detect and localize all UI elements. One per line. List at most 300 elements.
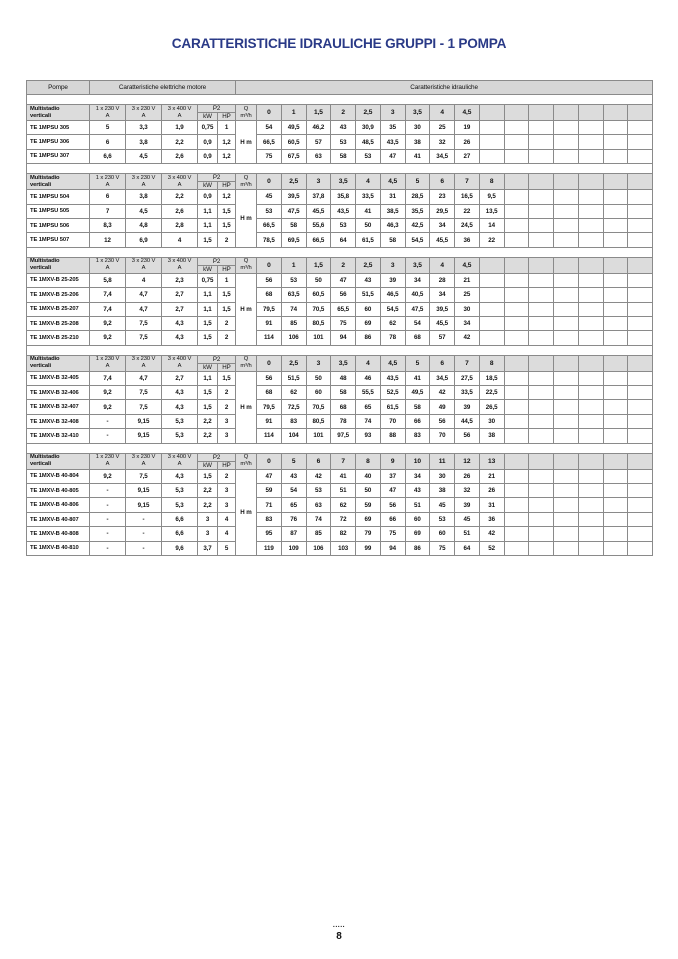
head-value: [578, 302, 603, 316]
head-value: 47: [331, 273, 356, 287]
head-value: 64: [455, 541, 480, 555]
gap-cell: [27, 95, 653, 105]
section-header-row: [27, 453, 653, 461]
hp-header: HP: [218, 363, 236, 371]
q-value-header: 1,5: [306, 105, 331, 121]
head-value: 62: [331, 498, 356, 512]
head-value: 46: [356, 371, 381, 385]
current-3x400: 2,6: [162, 204, 198, 218]
amp-unit: A: [105, 181, 110, 188]
head-value: 68: [257, 386, 282, 400]
power-kw: 2,2: [198, 484, 218, 498]
head-value: [554, 484, 579, 498]
model-name: TE 1MPSU 506: [27, 218, 90, 232]
head-value: 67,5: [281, 149, 306, 163]
head-value: [578, 541, 603, 555]
head-value: [529, 316, 554, 330]
head-value: [628, 400, 653, 414]
q-value-header: [504, 453, 529, 469]
head-value: [554, 400, 579, 414]
head-value: 78: [331, 414, 356, 428]
table-row: [27, 541, 653, 555]
amp-unit: A: [105, 265, 110, 272]
head-value: 53: [306, 484, 331, 498]
voltage-label: 1 x 230 V: [95, 174, 120, 181]
head-value: 43,5: [380, 371, 405, 385]
head-value: [504, 527, 529, 541]
head-value: 52,5: [380, 386, 405, 400]
head-value: 36: [479, 512, 504, 526]
head-value: [603, 527, 628, 541]
current-3x400: 6,6: [162, 527, 198, 541]
head-value: [504, 331, 529, 345]
head-value: 47,5: [405, 302, 430, 316]
q-label: Q: [243, 454, 249, 461]
head-value: [554, 512, 579, 526]
head-value: [628, 484, 653, 498]
current-3x230: 4,5: [126, 149, 162, 163]
q-value-header: 5: [405, 174, 430, 190]
amp-unit: A: [141, 181, 146, 188]
head-value: [504, 190, 529, 204]
top-header-row: [27, 81, 653, 95]
head-value: [578, 218, 603, 232]
head-value: 57: [430, 331, 455, 345]
p2-header: P2: [198, 355, 236, 363]
q-value-header: [628, 257, 653, 273]
head-value: [479, 288, 504, 302]
section-gap: [27, 164, 653, 174]
current-1x230: -: [90, 484, 126, 498]
head-value: 34: [430, 288, 455, 302]
voltage-header-1: [90, 174, 126, 190]
head-value: [554, 527, 579, 541]
head-value: [529, 414, 554, 428]
head-value: 87: [281, 527, 306, 541]
head-value: 27,5: [455, 371, 480, 385]
head-value: [479, 121, 504, 135]
power-kw: 3,7: [198, 541, 218, 555]
table-row: [27, 527, 653, 541]
head-value: [479, 149, 504, 163]
head-value: [529, 135, 554, 149]
head-value: [529, 331, 554, 345]
head-value: [578, 331, 603, 345]
current-1x230: 6: [90, 135, 126, 149]
q-header: [236, 105, 257, 121]
head-value: 80,5: [306, 414, 331, 428]
q-unit: m³/h: [240, 112, 252, 119]
head-value: 46,2: [306, 121, 331, 135]
q-value-header: 6: [306, 453, 331, 469]
head-value: [603, 302, 628, 316]
head-value: [578, 233, 603, 247]
head-value: 13,5: [479, 204, 504, 218]
head-value: 95: [257, 527, 282, 541]
model-name: TE 1MXV-B 40-808: [27, 527, 90, 541]
voltage-label: 1 x 230 V: [95, 258, 120, 265]
head-value: 43,5: [331, 204, 356, 218]
model-name: TE 1MXV-B 25-205: [27, 273, 90, 287]
power-hp: 1,2: [218, 190, 236, 204]
power-hp: 2: [218, 316, 236, 330]
head-value: 55,5: [356, 386, 381, 400]
q-label: Q: [243, 174, 249, 181]
head-value: [529, 302, 554, 316]
hydraulic-characteristics-table: [26, 80, 653, 556]
head-value: 63,5: [281, 288, 306, 302]
voltage-label: 3 x 230 V: [131, 174, 156, 181]
head-value: 56: [257, 273, 282, 287]
head-value: 34,5: [430, 371, 455, 385]
head-value: [578, 469, 603, 483]
current-3x400: 2,7: [162, 302, 198, 316]
q-value-header: [554, 174, 579, 190]
head-value: [578, 121, 603, 135]
head-value: 106: [306, 541, 331, 555]
head-value: 40,5: [405, 288, 430, 302]
kw-header: kW: [198, 461, 218, 469]
head-value: [554, 149, 579, 163]
head-value: [504, 288, 529, 302]
head-value: [529, 527, 554, 541]
head-value: 56: [331, 288, 356, 302]
q-value-header: 3: [380, 257, 405, 273]
power-kw: 1,1: [198, 371, 218, 385]
page-number: ..... 8: [0, 931, 678, 942]
voltage-header-1: [90, 257, 126, 273]
head-value: 54,5: [380, 302, 405, 316]
table-row: [27, 429, 653, 443]
head-value: 45,5: [306, 204, 331, 218]
current-3x230: 9,15: [126, 414, 162, 428]
voltage-header-3: [162, 453, 198, 469]
head-value: 83: [281, 414, 306, 428]
head-value: 31: [479, 498, 504, 512]
current-3x230: 7,5: [126, 469, 162, 483]
head-value: 54: [257, 121, 282, 135]
current-3x230: 7,5: [126, 316, 162, 330]
head-unit-label: H m: [236, 273, 257, 345]
head-value: 14: [479, 218, 504, 232]
head-value: [504, 218, 529, 232]
gap-cell: [27, 164, 653, 174]
current-1x230: 9,2: [90, 316, 126, 330]
head-value: 53: [281, 273, 306, 287]
voltage-header-1: [90, 453, 126, 469]
head-value: [578, 429, 603, 443]
q-value-header: 3,5: [331, 355, 356, 371]
head-value: 39,5: [430, 302, 455, 316]
q-value-header: 5: [405, 355, 430, 371]
model-name: TE 1MPSU 507: [27, 233, 90, 247]
head-value: 60: [306, 386, 331, 400]
head-value: 30: [455, 302, 480, 316]
head-value: 22: [479, 233, 504, 247]
voltage-header-2: [126, 105, 162, 121]
head-value: 50: [356, 484, 381, 498]
q-value-header: 6: [430, 174, 455, 190]
current-3x230: 3,8: [126, 135, 162, 149]
head-value: [628, 469, 653, 483]
voltage-label: 3 x 230 V: [131, 258, 156, 265]
table-row: [27, 414, 653, 428]
head-value: 51,5: [281, 371, 306, 385]
current-1x230: 5,8: [90, 273, 126, 287]
head-value: [529, 498, 554, 512]
model-header: [27, 257, 90, 273]
current-3x230: 4,7: [126, 371, 162, 385]
q-label: Q: [243, 105, 249, 112]
head-value: 38: [479, 429, 504, 443]
head-value: 22,5: [479, 386, 504, 400]
q-value-header: [529, 174, 554, 190]
head-value: 42: [430, 386, 455, 400]
current-1x230: 9,2: [90, 400, 126, 414]
head-value: 75: [430, 541, 455, 555]
head-value: [628, 233, 653, 247]
voltage-header-3: [162, 355, 198, 371]
current-3x400: 4,3: [162, 386, 198, 400]
model-name: TE 1MPSU 505: [27, 204, 90, 218]
head-value: [628, 218, 653, 232]
head-value: 28: [430, 273, 455, 287]
voltage-label: 1 x 230 V: [95, 454, 120, 461]
head-value: 51,5: [356, 288, 381, 302]
current-3x230: 4,8: [126, 218, 162, 232]
model-name: TE 1MXV-B 32-408: [27, 414, 90, 428]
head-value: [554, 273, 579, 287]
power-hp: 1: [218, 273, 236, 287]
head-value: [504, 302, 529, 316]
amp-unit: A: [177, 181, 182, 188]
amp-unit: A: [177, 265, 182, 272]
head-value: 53: [331, 218, 356, 232]
q-value-header: 7: [331, 453, 356, 469]
head-value: [628, 302, 653, 316]
q-value-header: [554, 257, 579, 273]
head-value: 80,5: [306, 316, 331, 330]
table-row: [27, 400, 653, 414]
current-3x400: 5,3: [162, 429, 198, 443]
head-value: [504, 149, 529, 163]
current-3x400: 5,3: [162, 414, 198, 428]
table-row: [27, 288, 653, 302]
section-header-row: [27, 257, 653, 265]
head-value: 75: [331, 316, 356, 330]
head-value: 69: [405, 527, 430, 541]
head-value: 30,9: [356, 121, 381, 135]
current-1x230: 9,2: [90, 469, 126, 483]
current-1x230: -: [90, 527, 126, 541]
q-value-header: [628, 453, 653, 469]
head-value: [529, 190, 554, 204]
model-name: TE 1MXV-B 25-207: [27, 302, 90, 316]
head-value: 39,5: [281, 190, 306, 204]
head-value: 21: [455, 273, 480, 287]
head-value: 39: [380, 273, 405, 287]
head-value: [628, 541, 653, 555]
q-value-header: [529, 453, 554, 469]
head-value: 55,6: [306, 218, 331, 232]
header-hydraulic: Caratteristiche idrauliche: [236, 81, 653, 95]
head-value: 56: [430, 414, 455, 428]
head-value: [628, 414, 653, 428]
q-value-header: 9: [380, 453, 405, 469]
table-row: [27, 316, 653, 330]
power-hp: 3: [218, 414, 236, 428]
power-hp: 1,5: [218, 371, 236, 385]
head-value: [603, 400, 628, 414]
current-3x400: 4,3: [162, 400, 198, 414]
head-value: [578, 135, 603, 149]
q-value-header: 1: [281, 105, 306, 121]
head-value: 50: [356, 218, 381, 232]
head-value: [578, 204, 603, 218]
table-row: [27, 273, 653, 287]
q-value-header: 8: [479, 355, 504, 371]
head-value: [554, 414, 579, 428]
power-hp: 4: [218, 527, 236, 541]
head-value: 53: [430, 512, 455, 526]
model-header-line1: Multistadio: [30, 454, 60, 461]
head-value: 46,5: [380, 288, 405, 302]
head-value: [603, 386, 628, 400]
head-value: 86: [356, 331, 381, 345]
head-value: 38: [430, 484, 455, 498]
voltage-header-2: [126, 257, 162, 273]
head-value: 101: [306, 331, 331, 345]
head-value: 62: [281, 386, 306, 400]
header-pompe: Pompe: [27, 81, 90, 95]
current-1x230: 6,6: [90, 149, 126, 163]
voltage-header-3: [162, 257, 198, 273]
q-value-header: 3,5: [405, 257, 430, 273]
head-value: 47: [257, 469, 282, 483]
head-value: [554, 218, 579, 232]
head-value: 43: [331, 121, 356, 135]
head-value: 34: [455, 316, 480, 330]
current-1x230: 6: [90, 190, 126, 204]
q-value-header: 0: [257, 453, 282, 469]
head-value: 70: [380, 414, 405, 428]
head-value: 66: [380, 512, 405, 526]
model-header: [27, 174, 90, 190]
head-value: 59: [356, 498, 381, 512]
head-value: [554, 469, 579, 483]
header-electrical: Caratteristiche elettriche motore: [90, 81, 236, 95]
head-value: 34,5: [430, 149, 455, 163]
table-row: [27, 469, 653, 483]
q-unit: m³/h: [240, 265, 252, 272]
model-name: TE 1MXV-B 40-810: [27, 541, 90, 555]
model-header-line2: verticali: [30, 112, 52, 119]
q-value-header: 4,5: [380, 355, 405, 371]
power-hp: 1,5: [218, 288, 236, 302]
head-value: 43,5: [380, 135, 405, 149]
head-value: [529, 204, 554, 218]
voltage-label: 1 x 230 V: [95, 105, 120, 112]
current-1x230: 9,2: [90, 331, 126, 345]
power-hp: 1,5: [218, 204, 236, 218]
q-value-header: 5: [281, 453, 306, 469]
head-unit-label: H m: [236, 371, 257, 443]
model-name: TE 1MXV-B 40-807: [27, 512, 90, 526]
current-1x230: 9,2: [90, 386, 126, 400]
head-value: 66: [405, 414, 430, 428]
head-value: 70,5: [306, 400, 331, 414]
head-value: [529, 469, 554, 483]
head-value: [554, 135, 579, 149]
current-3x400: 2,2: [162, 135, 198, 149]
q-value-header: [529, 257, 554, 273]
head-value: [529, 218, 554, 232]
current-3x230: 3,8: [126, 190, 162, 204]
head-value: 61,5: [356, 233, 381, 247]
head-value: [603, 233, 628, 247]
voltage-header-2: [126, 174, 162, 190]
head-value: [529, 371, 554, 385]
model-header-line2: verticali: [30, 265, 52, 272]
power-hp: 2: [218, 331, 236, 345]
p2-header: P2: [198, 453, 236, 461]
head-value: 50: [306, 371, 331, 385]
q-value-header: [554, 105, 579, 121]
current-3x230: 7,5: [126, 400, 162, 414]
model-name: TE 1MPSU 306: [27, 135, 90, 149]
table-row: [27, 371, 653, 385]
head-value: [529, 233, 554, 247]
model-header-line1: Multistadio: [30, 105, 60, 112]
head-value: 74: [306, 512, 331, 526]
amp-unit: A: [105, 363, 110, 370]
q-value-header: 2,5: [281, 355, 306, 371]
current-3x230: 9,15: [126, 498, 162, 512]
amp-unit: A: [177, 461, 182, 468]
current-1x230: -: [90, 541, 126, 555]
head-value: 21: [479, 469, 504, 483]
head-value: 23: [430, 190, 455, 204]
head-value: [578, 190, 603, 204]
head-value: 70,5: [306, 302, 331, 316]
head-value: 79,5: [257, 400, 282, 414]
current-3x400: 2,7: [162, 371, 198, 385]
head-value: 82: [331, 527, 356, 541]
head-value: [479, 135, 504, 149]
head-value: [578, 400, 603, 414]
head-value: 79,5: [257, 302, 282, 316]
q-value-header: 3: [306, 174, 331, 190]
power-kw: 1,5: [198, 233, 218, 247]
current-3x230: 9,15: [126, 429, 162, 443]
p2-header: P2: [198, 257, 236, 265]
head-value: [554, 204, 579, 218]
q-value-header: [603, 453, 628, 469]
head-value: [628, 204, 653, 218]
head-value: [479, 316, 504, 330]
head-value: [504, 204, 529, 218]
power-kw: 0,9: [198, 149, 218, 163]
head-value: 58: [331, 149, 356, 163]
head-value: 49,5: [405, 386, 430, 400]
head-value: [603, 371, 628, 385]
q-value-header: 2,5: [356, 105, 381, 121]
head-value: 60: [405, 512, 430, 526]
head-value: 72: [331, 512, 356, 526]
q-value-header: [603, 105, 628, 121]
head-value: [603, 429, 628, 443]
head-value: [504, 316, 529, 330]
